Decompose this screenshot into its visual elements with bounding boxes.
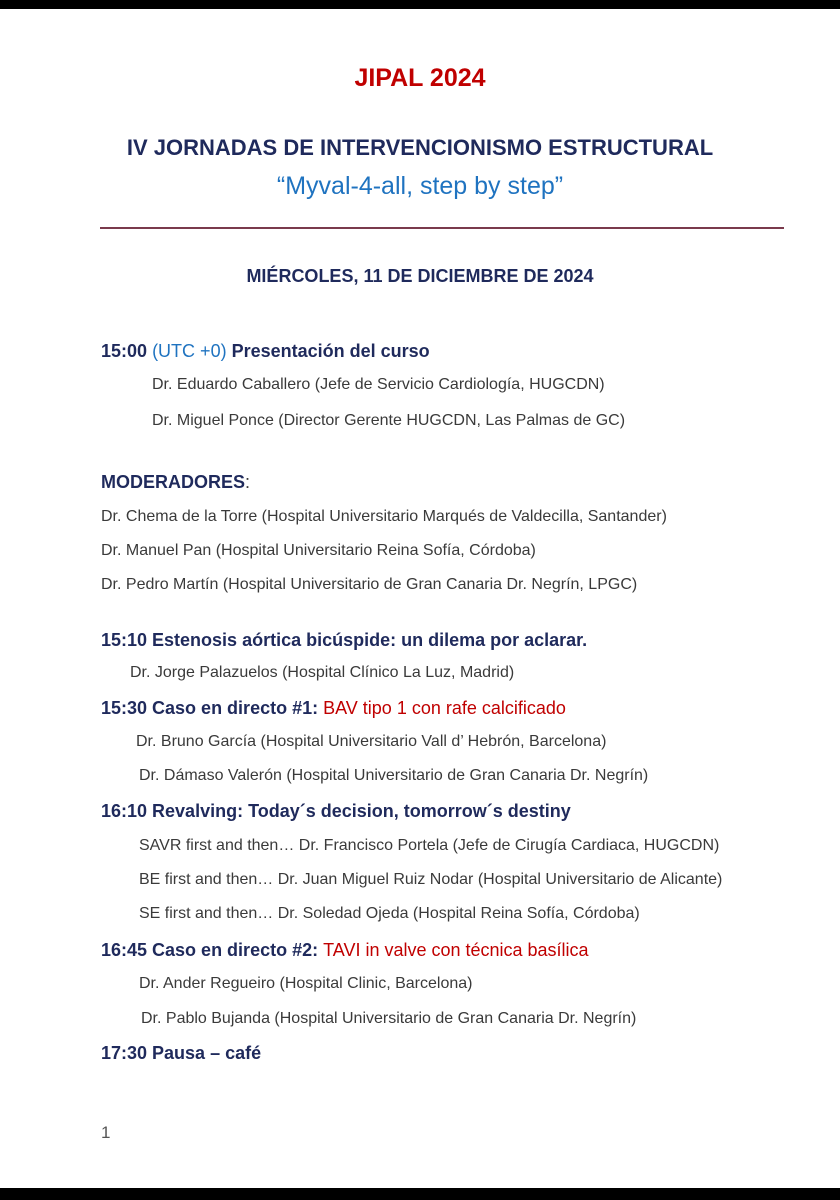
moderators-colon: : bbox=[245, 472, 251, 492]
event-name: IV JORNADAS DE INTERVENCIONISMO ESTRUCTURAL bbox=[126, 135, 714, 160]
moderators-heading bbox=[101, 472, 250, 493]
opening-title: Presentación del curso bbox=[231, 341, 430, 361]
speaker-line: Dr. Bruno García (Hospital Universitario Vall d’ Hebrón, Barcelona) bbox=[136, 733, 607, 750]
session-highlight: TAVI in valve con técnica basílica bbox=[323, 940, 589, 960]
event-date: MIÉRCOLES, 11 DE DICIEMBRE DE 2024 bbox=[246, 266, 594, 286]
event-motto: “Myval-4-all, step by step” bbox=[276, 172, 564, 200]
session-heading bbox=[101, 698, 566, 719]
session-title: 16:45 Caso en directo #2: bbox=[101, 940, 319, 960]
session-heading: 17:30 Pausa – café bbox=[101, 1043, 262, 1063]
session-highlight: BAV tipo 1 con rafe calcificado bbox=[323, 698, 566, 718]
page-number: 1 bbox=[101, 1123, 111, 1142]
doc-title: JIPAL 2024 bbox=[354, 64, 486, 92]
speaker-line: SAVR first and then… Dr. Francisco Portela (Jefe de Cirugía Cardiaca, HUGCDN) bbox=[139, 837, 720, 854]
opening-timezone: (UTC +0) bbox=[152, 341, 227, 361]
moderator-line: Dr. Pedro Martín (Hospital Universitario de Gran Canaria Dr. Negrín, LPGC) bbox=[101, 576, 638, 593]
speaker-line: SE first and then… Dr. Soledad Ojeda (Hospital Reina Sofía, Córdoba) bbox=[139, 905, 640, 922]
moderator-line: Dr. Manuel Pan (Hospital Universitario Reina Sofía, Córdoba) bbox=[101, 542, 536, 559]
speaker-line: Dr. Eduardo Caballero (Jefe de Servicio Cardiología, HUGCDN) bbox=[152, 376, 605, 393]
speaker-line: Dr. Dámaso Valerón (Hospital Universitario de Gran Canaria Dr. Negrín) bbox=[139, 767, 649, 784]
opening-time: 15:00 bbox=[101, 341, 148, 361]
speaker-line: BE first and then… Dr. Juan Miguel Ruiz Nodar (Hospital Universitario de Alicante) bbox=[139, 871, 723, 888]
speaker-line: Dr. Ander Regueiro (Hospital Clinic, Barcelona) bbox=[139, 975, 473, 992]
session-heading: 15:10 Estenosis aórtica bicúspide: un dilema por aclarar. bbox=[101, 630, 588, 650]
speaker-line: Dr. Pablo Bujanda (Hospital Universitario de Gran Canaria Dr. Negrín) bbox=[141, 1010, 637, 1027]
session-heading bbox=[101, 940, 589, 961]
session-heading: 16:10 Revalving: Today´s decision, tomorrow´s destiny bbox=[101, 801, 571, 821]
session-title: 15:30 Caso en directo #1: bbox=[101, 698, 319, 718]
moderator-line: Dr. Chema de la Torre (Hospital Universitario Marqués de Valdecilla, Santander) bbox=[101, 508, 667, 525]
header-divider bbox=[100, 227, 784, 229]
document-page bbox=[0, 9, 840, 1188]
speaker-line: Dr. Jorge Palazuelos (Hospital Clínico La Luz, Madrid) bbox=[130, 664, 515, 681]
opening-heading bbox=[101, 341, 430, 362]
speaker-line: Dr. Miguel Ponce (Director Gerente HUGCDN, Las Palmas de GC) bbox=[152, 412, 626, 429]
moderators-label: MODERADORES bbox=[101, 472, 246, 492]
